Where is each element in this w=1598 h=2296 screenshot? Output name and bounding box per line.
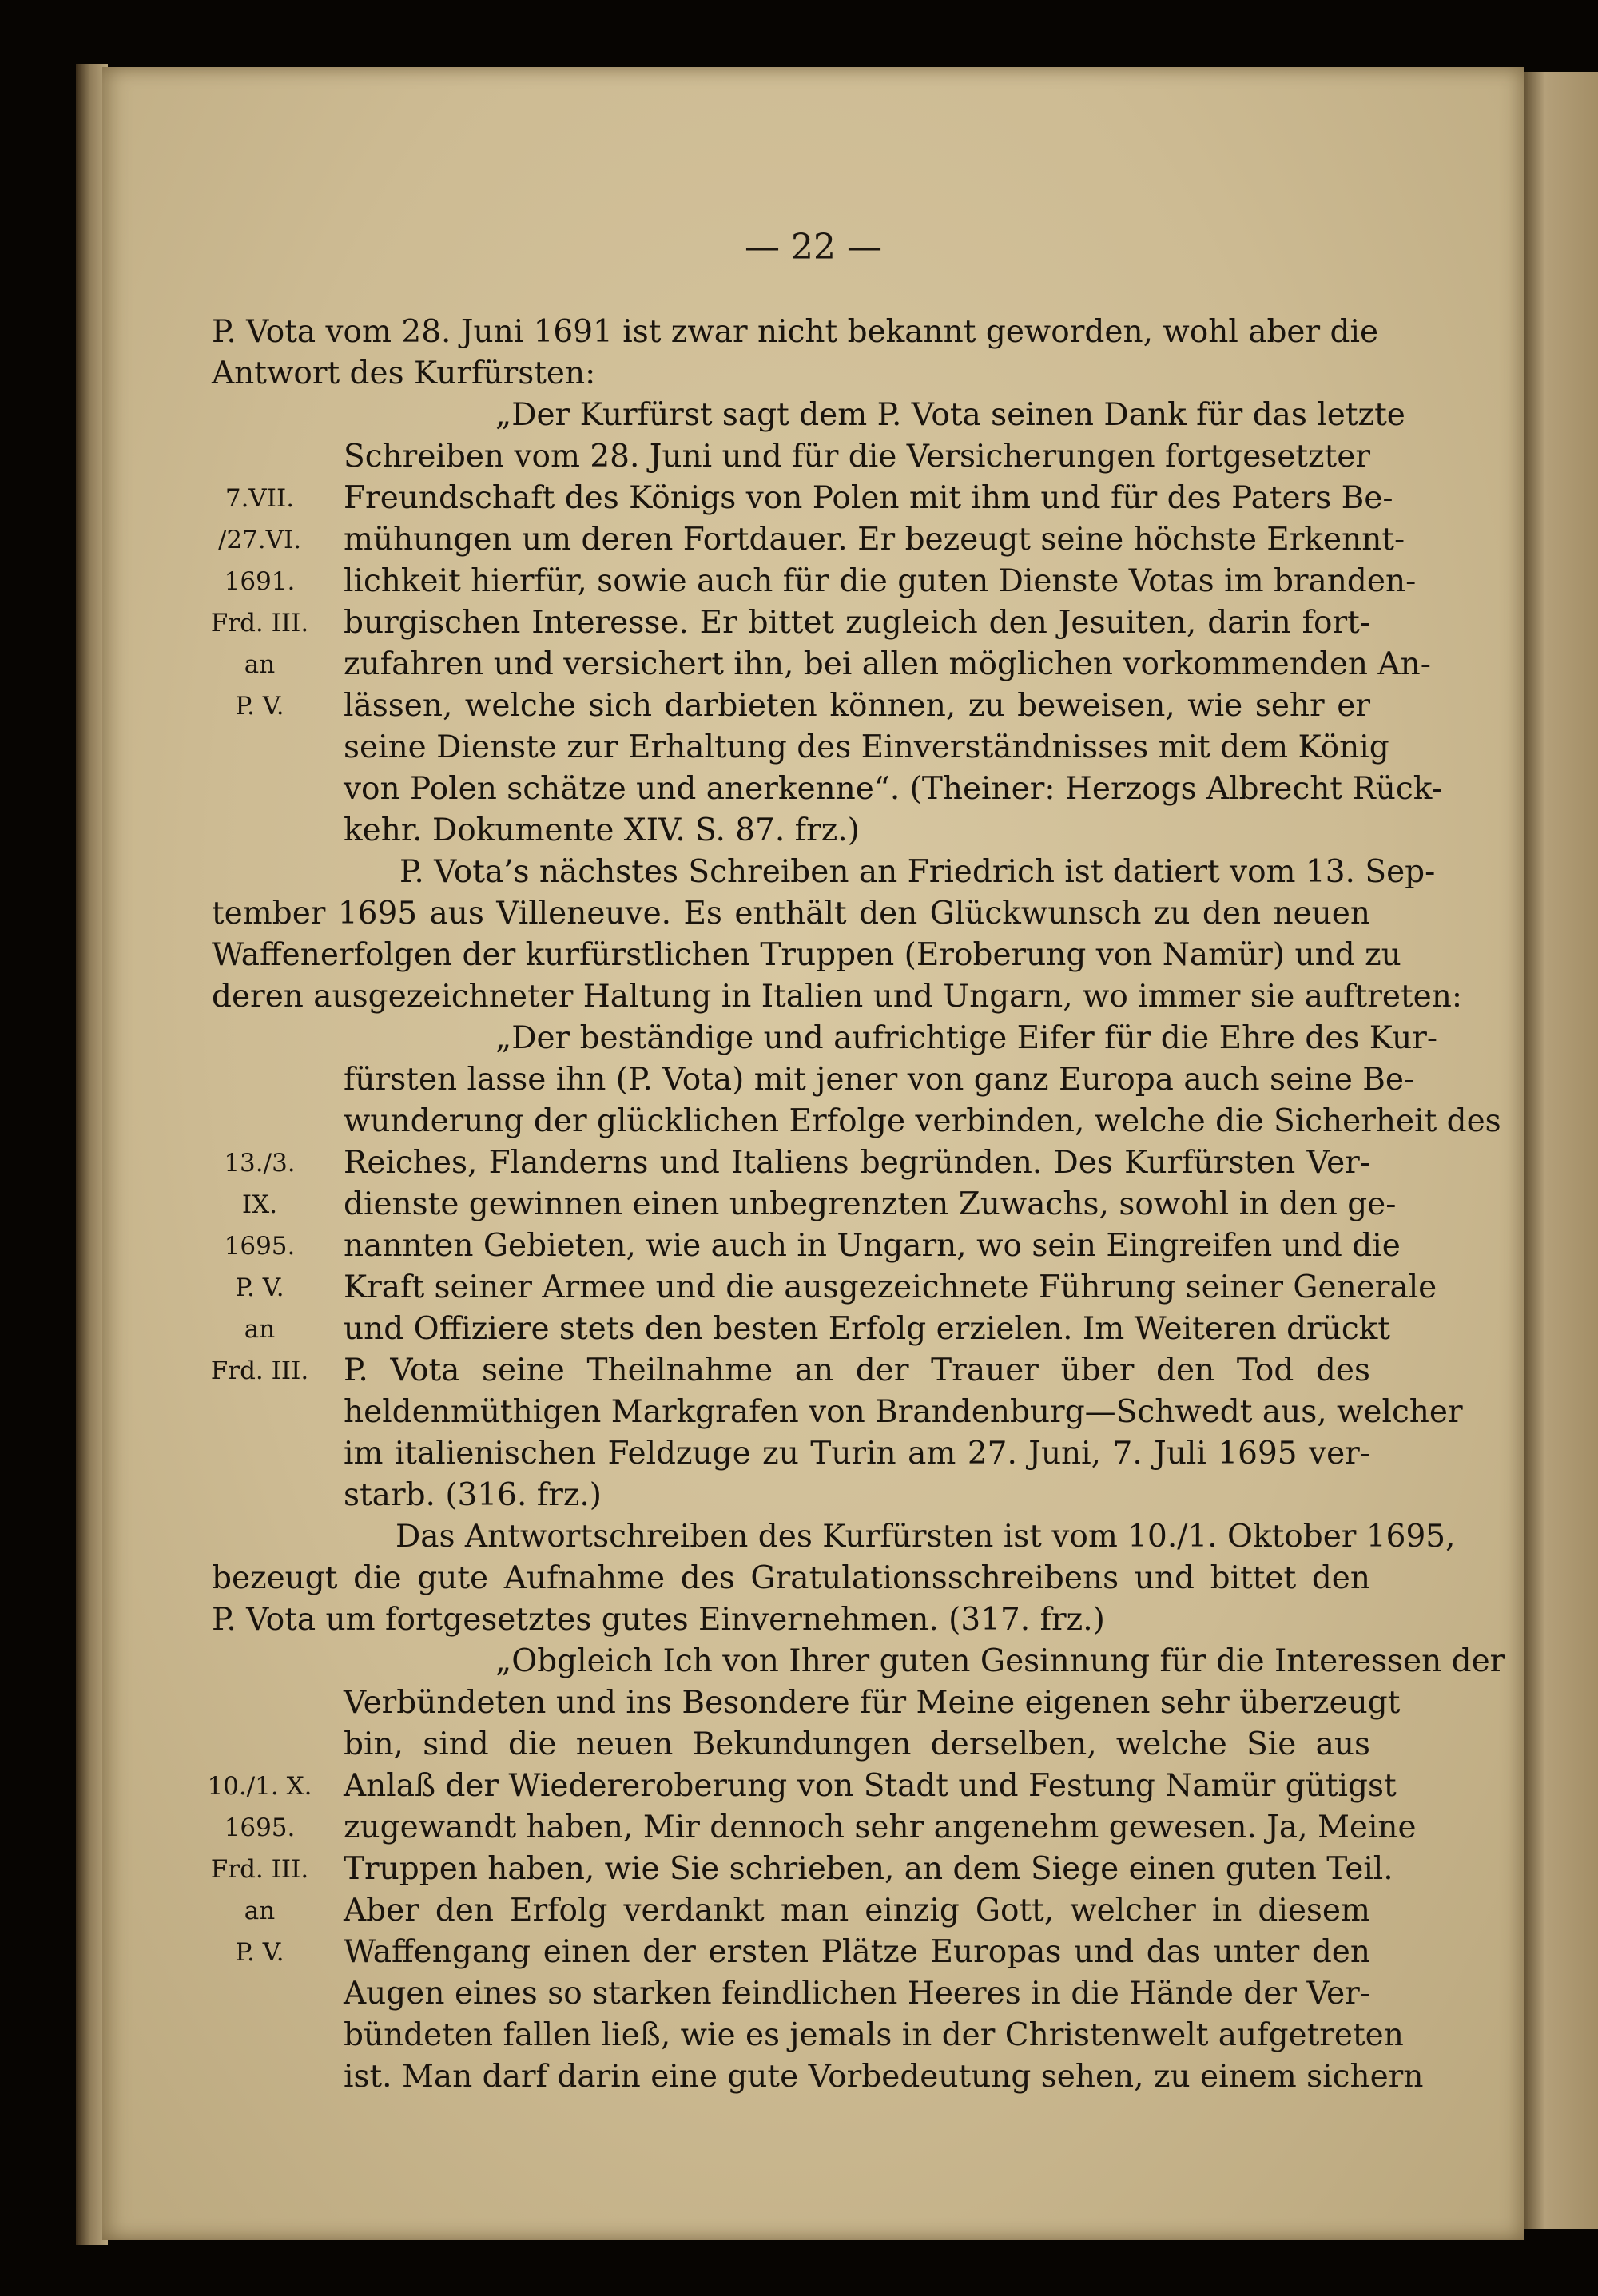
text-line: Das Antwortschreiben des Kurfürsten ist vom 10./1. Oktober 1695, xyxy=(396,1519,1456,1555)
text-line: Antwort des Kurfürsten: xyxy=(212,356,596,391)
text-line: „Obgleich Ich von Ihrer guten Gesinnung für die Interessen der xyxy=(495,1643,1505,1679)
margin-note: P. V. xyxy=(235,1938,284,1967)
text-line: ist. Man darf darin eine gute Vorbedeutung sehen, zu einem sichern xyxy=(344,2059,1424,2095)
text-line: zufahren und versichert ihn, bei allen möglichen vorkommenden An- xyxy=(344,646,1431,682)
margin-note: an xyxy=(244,1897,276,1925)
margin-note: 1695. xyxy=(224,1232,296,1261)
margin-note: Frd. III. xyxy=(210,609,309,638)
text-line: bündeten fallen ließ, wie es jemals in der Christenwelt aufgetreten xyxy=(344,2017,1404,2053)
text-line: Anlaß der Wiedereroberung von Stadt und Festung Namür gütigst xyxy=(344,1768,1397,1804)
text-line: lässen, welche sich darbieten können, zu beweisen, wie sehr er xyxy=(344,688,1370,724)
margin-note: 1691. xyxy=(224,567,296,596)
text-line: burgischen Interesse. Er bittet zugleich den Jesuiten, darin fort- xyxy=(344,605,1370,641)
margin-note: 7.VII. xyxy=(225,484,295,513)
text-line: P. Vota vom 28. Juni 1691 ist zwar nicht bekannt geworden, wohl aber die xyxy=(212,314,1379,350)
text-line: lichkeit hierfür, sowie auch für die guten Dienste Votas im branden- xyxy=(344,563,1417,599)
text-line: bin, sind die neuen Bekundungen derselben, welche Sie aus xyxy=(344,1726,1370,1762)
text-line: starb. (316. frz.) xyxy=(344,1477,602,1513)
text-line: P. Vota seine Theilnahme an der Trauer über den Tod des xyxy=(344,1353,1370,1388)
text-line: Verbündeten und ins Besondere für Meine eigenen sehr überzeugt xyxy=(344,1685,1401,1721)
margin-note: an xyxy=(244,650,276,679)
margin-note: 10./1. X. xyxy=(207,1772,312,1801)
margin-note: an xyxy=(244,1315,276,1344)
text-line: bezeugt die gute Aufnahme des Gratulationsschreibens und bittet den xyxy=(212,1560,1370,1596)
text-line: nannten Gebieten, wie auch in Ungarn, wo sein Eingreifen und die xyxy=(344,1228,1401,1264)
margin-note: Frd. III. xyxy=(210,1855,309,1884)
text-line: „Der Kurfürst sagt dem P. Vota seinen Dank für das letzte xyxy=(495,397,1405,433)
text-line: P. Vota’s nächstes Schreiben an Friedrich ist datiert vom 13. Sep- xyxy=(400,854,1436,890)
text-line: Waffenerfolgen der kurfürstlichen Truppen (Eroberung von Namür) und zu xyxy=(212,937,1401,973)
margin-note: IX. xyxy=(241,1190,278,1219)
text-line: Schreiben vom 28. Juni und für die Versicherungen fortgesetzter xyxy=(344,439,1370,475)
text-line: Aber den Erfolg verdankt man einzig Gott, welcher in diesem xyxy=(344,1893,1370,1929)
text-line: seine Dienste zur Erhaltung des Einverständnisses mit dem König xyxy=(344,729,1389,765)
text-line: P. Vota um fortgesetztes gutes Einvernehmen. (317. frz.) xyxy=(212,1602,1105,1638)
text-line: Truppen haben, wie Sie schrieben, an dem Siege einen guten Teil. xyxy=(344,1851,1393,1887)
next-page-edge xyxy=(1522,72,1598,2229)
text-line: kehr. Dokumente XIV. S. 87. frz.) xyxy=(344,812,860,848)
text-line: fürsten lasse ihn (P. Vota) mit jener von ganz Europa auch seine Be- xyxy=(344,1062,1415,1098)
text-line: heldenmüthigen Markgrafen von Brandenburg—Schwedt aus, welcher xyxy=(344,1394,1463,1430)
page-number: — 22 — xyxy=(745,227,882,268)
margin-note: P. V. xyxy=(235,692,284,721)
text-line: und Offiziere stets den besten Erfolg erzielen. Im Weiteren drückt xyxy=(344,1311,1390,1347)
text-line: Freundschaft des Königs von Polen mit ihm und für des Paters Be- xyxy=(344,480,1393,516)
margin-note: 13./3. xyxy=(224,1149,296,1178)
margin-note: Frd. III. xyxy=(210,1357,309,1385)
text-line: deren ausgezeichneter Haltung in Italien und Ungarn, wo immer sie auftreten: xyxy=(212,979,1462,1015)
text-line: dienste gewinnen einen unbegrenzten Zuwachs, sowohl in den ge- xyxy=(344,1186,1397,1222)
margin-note: P. V. xyxy=(235,1273,284,1302)
margin-note: /27.VI. xyxy=(217,526,302,554)
text-line: Augen eines so starken feindlichen Heeres in die Hände der Ver- xyxy=(344,1976,1370,2012)
margin-note: 1695. xyxy=(224,1813,296,1842)
text-line: Waffengang einen der ersten Plätze Europas und das unter den xyxy=(344,1934,1370,1970)
text-line: Kraft seiner Armee und die ausgezeichnete Führung seiner Generale xyxy=(344,1269,1437,1305)
text-line: tember 1695 aus Villeneuve. Es enthält den Glückwunsch zu den neuen xyxy=(212,896,1370,932)
text-line: im italienischen Feldzuge zu Turin am 27. Juni, 7. Juli 1695 ver- xyxy=(344,1436,1370,1472)
text-line: „Der beständige und aufrichtige Eifer für die Ehre des Kur- xyxy=(495,1020,1438,1056)
text-line: von Polen schätze und anerkenne“. (Theiner: Herzogs Albrecht Rück- xyxy=(344,771,1442,807)
text-line: mühungen um deren Fortdauer. Er bezeugt seine höchste Erkennt- xyxy=(344,522,1405,558)
text-line: Reiches, Flanderns und Italiens begründen. Des Kurfürsten Ver- xyxy=(344,1145,1370,1181)
text-line: wunderung der glücklichen Erfolge verbinden, welche die Sicherheit des xyxy=(344,1103,1501,1139)
text-line: zugewandt haben, Mir dennoch sehr angenehm gewesen. Ja, Meine xyxy=(344,1809,1417,1845)
